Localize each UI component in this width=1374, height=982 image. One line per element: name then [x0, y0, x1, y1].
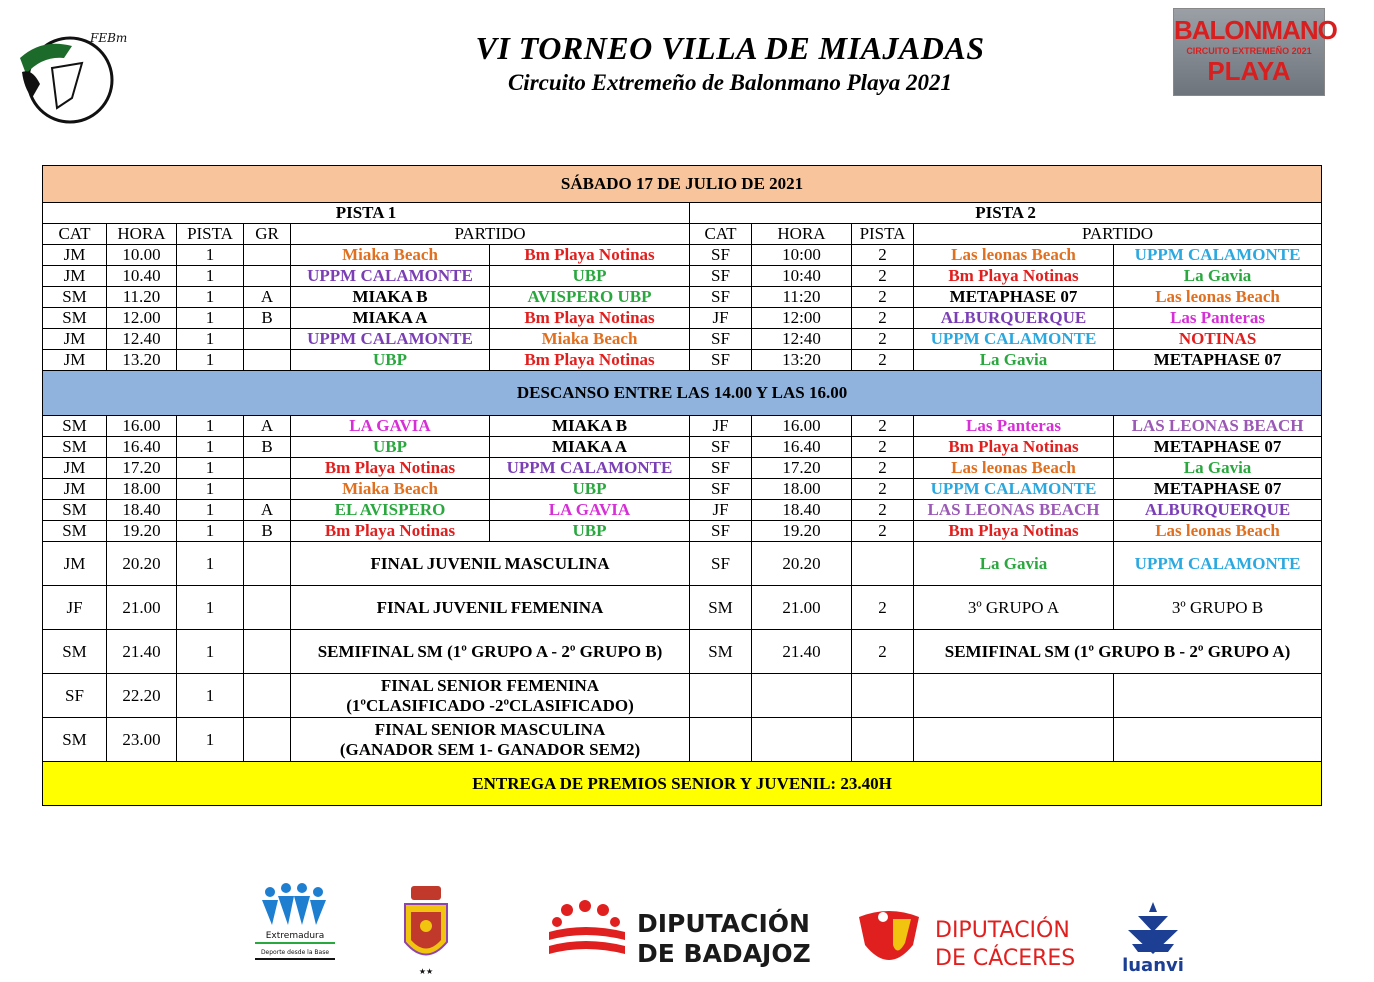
cell-cat-2: JF: [690, 500, 752, 521]
final-row-2: [43, 586, 1322, 630]
cell-cat-2: SF: [690, 542, 752, 586]
svg-text:DE CÁCERES: DE CÁCERES: [935, 946, 1076, 971]
cell-gr: A: [244, 287, 291, 308]
cell-cat-2: SF: [690, 437, 752, 458]
team-b-2: LAS LEONAS BEACH: [1114, 416, 1322, 437]
cell-gr: [244, 542, 291, 586]
match-row: [43, 416, 1322, 437]
cell-pista: 1: [177, 329, 244, 350]
match-title: [291, 674, 690, 718]
cell-hora-2: 21.00: [752, 586, 852, 630]
afternoon-matches: [43, 416, 1322, 542]
cell-empty: [1114, 674, 1322, 718]
cell-empty: [690, 674, 752, 718]
cell-cat-2: SM: [690, 630, 752, 674]
match-line-1: FINAL SENIOR MASCULINA: [374, 719, 606, 739]
cell-empty: [852, 674, 914, 718]
cell-empty: [752, 674, 852, 718]
logo-line-1: BALONMANO: [1174, 15, 1337, 45]
cell-cat: SM: [43, 630, 107, 674]
team-a: UBP: [291, 437, 490, 458]
cell-cat: SM: [43, 287, 107, 308]
cell-gr: [244, 630, 291, 674]
team-a: Bm Playa Notinas: [291, 521, 490, 542]
match-row: [43, 350, 1322, 371]
team-b: Bm Playa Notinas: [490, 350, 690, 371]
miajadas-coat-of-arms: [397, 882, 455, 977]
cell-cat: JM: [43, 329, 107, 350]
cell-hora: 12.40: [107, 329, 177, 350]
team-b: UPPM CALAMONTE: [490, 458, 690, 479]
cell-gr: [244, 674, 291, 718]
cell-hora: 21.00: [107, 586, 177, 630]
cell-pista-2: 2: [852, 416, 914, 437]
team-a: UPPM CALAMONTE: [291, 329, 490, 350]
page-title: VI TORNEO VILLA DE MIAJADAS: [475, 30, 985, 66]
match-line-2: (GANADOR SEM 1- GANADOR SEM2): [339, 739, 641, 759]
cell-cat: JM: [43, 542, 107, 586]
cell-hora-2: 17.20: [752, 458, 852, 479]
cell-hora-2: 13:20: [752, 350, 852, 371]
team-a-2: METAPHASE 07: [914, 287, 1114, 308]
cell-pista: 1: [177, 287, 244, 308]
cell-cat: SF: [43, 674, 107, 718]
team-a-2: La Gavia: [914, 542, 1114, 586]
team-a-2: La Gavia: [914, 350, 1114, 371]
cell-cat-2: SF: [690, 521, 752, 542]
team-a-2: Las leonas Beach: [914, 458, 1114, 479]
final-row-5: [43, 718, 1322, 762]
col-partido-2: PARTIDO: [914, 224, 1322, 245]
pista1-label: PISTA 1: [43, 203, 690, 224]
team-b: MIAKA B: [490, 416, 690, 437]
cell-cat-2: SF: [690, 458, 752, 479]
cell-cat-2: SF: [690, 350, 752, 371]
cell-pista: 1: [177, 674, 244, 718]
cell-gr: A: [244, 416, 291, 437]
cell-hora: 19.20: [107, 521, 177, 542]
cell-pista-2: 2: [852, 287, 914, 308]
cell-cat-2: SM: [690, 586, 752, 630]
cell-empty: [914, 674, 1114, 718]
cell-pista-2: 2: [852, 437, 914, 458]
cell-hora: 18.40: [107, 500, 177, 521]
team-a: MIAKA A: [291, 308, 490, 329]
cell-pista: 1: [177, 718, 244, 762]
team-b: AVISPERO UBP: [490, 287, 690, 308]
cell-hora-2: 16.00: [752, 416, 852, 437]
match-row: [43, 329, 1322, 350]
svg-text:DE BADAJOZ: DE BADAJOZ: [637, 939, 811, 968]
team-b-2: Las leonas Beach: [1114, 521, 1322, 542]
cell-pista-2: 2: [852, 458, 914, 479]
cell-cat: JF: [43, 586, 107, 630]
cell-hora-2: 12:40: [752, 329, 852, 350]
cell-pista: 1: [177, 458, 244, 479]
day-row: [43, 166, 1322, 203]
febm-logo: [12, 28, 128, 128]
logo-line-3: PLAYA: [1207, 56, 1291, 86]
cell-pista-2: 2: [852, 308, 914, 329]
cell-cat-2: JF: [690, 416, 752, 437]
cell-empty: [690, 718, 752, 762]
balonmano-playa-logo: [1173, 8, 1337, 96]
cell-pista-2: 2: [852, 521, 914, 542]
pista-header-row: [43, 203, 1322, 224]
match-row: [43, 308, 1322, 329]
column-header-row: [43, 224, 1322, 245]
col-pista-2: PISTA: [852, 224, 914, 245]
luanvi-logo: [1118, 900, 1188, 975]
cell-hora: 20.20: [107, 542, 177, 586]
team-a: LA GAVIA: [291, 416, 490, 437]
col-hora-2: HORA: [752, 224, 852, 245]
col-cat-2: CAT: [690, 224, 752, 245]
svg-text:Deporte desde la Base: Deporte desde la Base: [260, 949, 330, 956]
team-b-2: METAPHASE 07: [1114, 479, 1322, 500]
team-b: MIAKA A: [490, 437, 690, 458]
cell-pista: 1: [177, 630, 244, 674]
team-a: UBP: [291, 350, 490, 371]
col-gr: GR: [244, 224, 291, 245]
cell-pista: 1: [177, 416, 244, 437]
final-row-1: [43, 542, 1322, 586]
match-row: [43, 521, 1322, 542]
match-row: [43, 458, 1322, 479]
team-b-2: Las Panteras: [1114, 308, 1322, 329]
cell-gr: A: [244, 500, 291, 521]
cell-pista: 1: [177, 350, 244, 371]
cell-cat: JM: [43, 458, 107, 479]
match-title-2: SEMIFINAL SM (1º GRUPO B - 2º GRUPO A): [914, 630, 1322, 674]
team-b-2: METAPHASE 07: [1114, 437, 1322, 458]
cell-hora-2: 19.20: [752, 521, 852, 542]
cell-cat: SM: [43, 437, 107, 458]
diputacion-caceres-logo: [853, 905, 1076, 975]
cell-pista: 1: [177, 266, 244, 287]
svg-text:FEBm: FEBm: [90, 31, 128, 45]
cell-pista-2: 2: [852, 266, 914, 287]
team-b-2: 3º GRUPO B: [1114, 586, 1322, 630]
cell-cat-2: SF: [690, 287, 752, 308]
team-a-2: Las Panteras: [914, 416, 1114, 437]
cell-pista: 1: [177, 542, 244, 586]
team-a-2: UPPM CALAMONTE: [914, 329, 1114, 350]
cell-cat-2: SF: [690, 479, 752, 500]
cell-pista: 1: [177, 479, 244, 500]
cell-pista: 1: [177, 437, 244, 458]
team-b-2: UPPM CALAMONTE: [1114, 245, 1322, 266]
team-a: Bm Playa Notinas: [291, 458, 490, 479]
team-b-2: ALBURQUERQUE: [1114, 500, 1322, 521]
cell-hora: 16.00: [107, 416, 177, 437]
cell-pista-2: 2: [852, 245, 914, 266]
cell-gr: [244, 479, 291, 500]
cell-pista: 1: [177, 245, 244, 266]
cell-pista-2: 2: [852, 479, 914, 500]
match-row: [43, 479, 1322, 500]
cell-hora-2: 10:00: [752, 245, 852, 266]
team-b-2: La Gavia: [1114, 266, 1322, 287]
cell-gr: [244, 350, 291, 371]
final-row-3: [43, 630, 1322, 674]
cell-pista-2: 2: [852, 329, 914, 350]
match-title: FINAL JUVENIL MASCULINA: [291, 542, 690, 586]
match-row: [43, 266, 1322, 287]
cell-cat-2: SF: [690, 329, 752, 350]
cell-gr: B: [244, 308, 291, 329]
team-a-2: 3º GRUPO A: [914, 586, 1114, 630]
cell-cat-2: JF: [690, 308, 752, 329]
prize-text: ENTREGA DE PREMIOS SENIOR Y JUVENIL: 23.40H: [43, 762, 1322, 806]
cell-empty: [752, 718, 852, 762]
logo-line-2: CIRCUITO EXTREMEÑO 2021: [1186, 46, 1312, 56]
page-header: [0, 0, 1374, 140]
match-line-1: FINAL SENIOR FEMENINA: [380, 675, 600, 695]
cell-cat: SM: [43, 308, 107, 329]
cell-hora-2: 10:40: [752, 266, 852, 287]
team-a: MIAKA B: [291, 287, 490, 308]
schedule-table: [42, 165, 1322, 806]
cell-hora-2: 18.00: [752, 479, 852, 500]
col-hora: HORA: [107, 224, 177, 245]
svg-text:luanvi: luanvi: [1122, 955, 1184, 976]
cell-hora: 10.40: [107, 266, 177, 287]
svg-text:Extremadura: Extremadura: [265, 931, 325, 941]
team-a: Miaka Beach: [291, 245, 490, 266]
match-row: [43, 500, 1322, 521]
team-a-2: Las leonas Beach: [914, 245, 1114, 266]
match-line-2: (1ºCLASIFICADO -2ºCLASIFICADO): [346, 695, 634, 715]
team-a: UPPM CALAMONTE: [291, 266, 490, 287]
cell-hora: 13.20: [107, 350, 177, 371]
svg-text:★★: ★★: [418, 967, 434, 976]
team-a-2: ALBURQUERQUE: [914, 308, 1114, 329]
sponsor-footer: [0, 860, 1374, 979]
pista2-label: PISTA 2: [690, 203, 1322, 224]
team-a: EL AVISPERO: [291, 500, 490, 521]
cell-hora-2: 20.20: [752, 542, 852, 586]
match-row: [43, 245, 1322, 266]
morning-matches: [43, 245, 1322, 371]
team-b: LA GAVIA: [490, 500, 690, 521]
svg-text:DIPUTACIÓN: DIPUTACIÓN: [935, 918, 1070, 943]
prize-row: [43, 762, 1322, 806]
cell-gr: [244, 329, 291, 350]
cell-cat: SM: [43, 416, 107, 437]
cell-empty: [852, 718, 914, 762]
cell-hora: 11.20: [107, 287, 177, 308]
cell-pista-2: 2: [852, 586, 914, 630]
match-title: SEMIFINAL SM (1º GRUPO A - 2º GRUPO B): [291, 630, 690, 674]
cell-hora: 10.00: [107, 245, 177, 266]
day-title: SÁBADO 17 DE JULIO DE 2021: [43, 166, 1322, 203]
cell-gr: [244, 245, 291, 266]
team-b: Miaka Beach: [490, 329, 690, 350]
team-b: UBP: [490, 266, 690, 287]
cell-cat: JM: [43, 266, 107, 287]
cell-pista-2: 2: [852, 630, 914, 674]
final-row-4: [43, 674, 1322, 718]
cell-gr: B: [244, 521, 291, 542]
cell-gr: [244, 266, 291, 287]
cell-hora-2: 11:20: [752, 287, 852, 308]
page-subtitle: Circuito Extremeño de Balonmano Playa 2021: [507, 70, 953, 95]
cell-hora: 23.00: [107, 718, 177, 762]
cell-pista: 1: [177, 521, 244, 542]
team-a-2: Bm Playa Notinas: [914, 437, 1114, 458]
cell-gr: B: [244, 437, 291, 458]
cell-cat: SM: [43, 521, 107, 542]
cell-cat: JM: [43, 479, 107, 500]
team-a-2: Bm Playa Notinas: [914, 266, 1114, 287]
cell-hora-2: 18.40: [752, 500, 852, 521]
team-b-2: Las leonas Beach: [1114, 287, 1322, 308]
cell-hora: 17.20: [107, 458, 177, 479]
cell-hora: 12.00: [107, 308, 177, 329]
cell-pista: 1: [177, 586, 244, 630]
team-b: UBP: [490, 479, 690, 500]
cell-gr: [244, 586, 291, 630]
cell-cat: SM: [43, 718, 107, 762]
team-b: Bm Playa Notinas: [490, 245, 690, 266]
cell-gr: [244, 718, 291, 762]
cell-hora-2: 21.40: [752, 630, 852, 674]
team-a-2: UPPM CALAMONTE: [914, 479, 1114, 500]
cell-pista-2: [852, 542, 914, 586]
cell-hora: 16.40: [107, 437, 177, 458]
cell-hora: 21.40: [107, 630, 177, 674]
cell-cat: SM: [43, 500, 107, 521]
team-b-2: La Gavia: [1114, 458, 1322, 479]
cell-pista: 1: [177, 308, 244, 329]
cell-pista: 1: [177, 500, 244, 521]
extremadura-logo: [250, 880, 340, 975]
cell-cat-2: SF: [690, 245, 752, 266]
cell-hora-2: 12:00: [752, 308, 852, 329]
match-row: [43, 287, 1322, 308]
diputacion-badajoz-logo: [545, 900, 811, 970]
break-text: DESCANSO ENTRE LAS 14.00 Y LAS 16.00: [43, 371, 1322, 416]
team-b-2: NOTINAS: [1114, 329, 1322, 350]
cell-pista-2: 2: [852, 350, 914, 371]
break-row: [43, 371, 1322, 416]
cell-hora: 18.00: [107, 479, 177, 500]
cell-hora: 22.20: [107, 674, 177, 718]
cell-pista-2: 2: [852, 500, 914, 521]
team-b: UBP: [490, 521, 690, 542]
cell-cat: JM: [43, 350, 107, 371]
team-a: Miaka Beach: [291, 479, 490, 500]
col-pista: PISTA: [177, 224, 244, 245]
team-a-2: LAS LEONAS BEACH: [914, 500, 1114, 521]
cell-cat-2: SF: [690, 266, 752, 287]
col-partido: PARTIDO: [291, 224, 690, 245]
cell-empty: [1114, 718, 1322, 762]
team-b-2: UPPM CALAMONTE: [1114, 542, 1322, 586]
col-cat: CAT: [43, 224, 107, 245]
team-b-2: METAPHASE 07: [1114, 350, 1322, 371]
svg-text:DIPUTACIÓN: DIPUTACIÓN: [637, 909, 810, 938]
team-b: Bm Playa Notinas: [490, 308, 690, 329]
match-row: [43, 437, 1322, 458]
cell-gr: [244, 458, 291, 479]
match-title: FINAL JUVENIL FEMENINA: [291, 586, 690, 630]
match-title: [291, 718, 690, 762]
team-a-2: Bm Playa Notinas: [914, 521, 1114, 542]
cell-empty: [914, 718, 1114, 762]
cell-cat: JM: [43, 245, 107, 266]
cell-hora-2: 16.40: [752, 437, 852, 458]
